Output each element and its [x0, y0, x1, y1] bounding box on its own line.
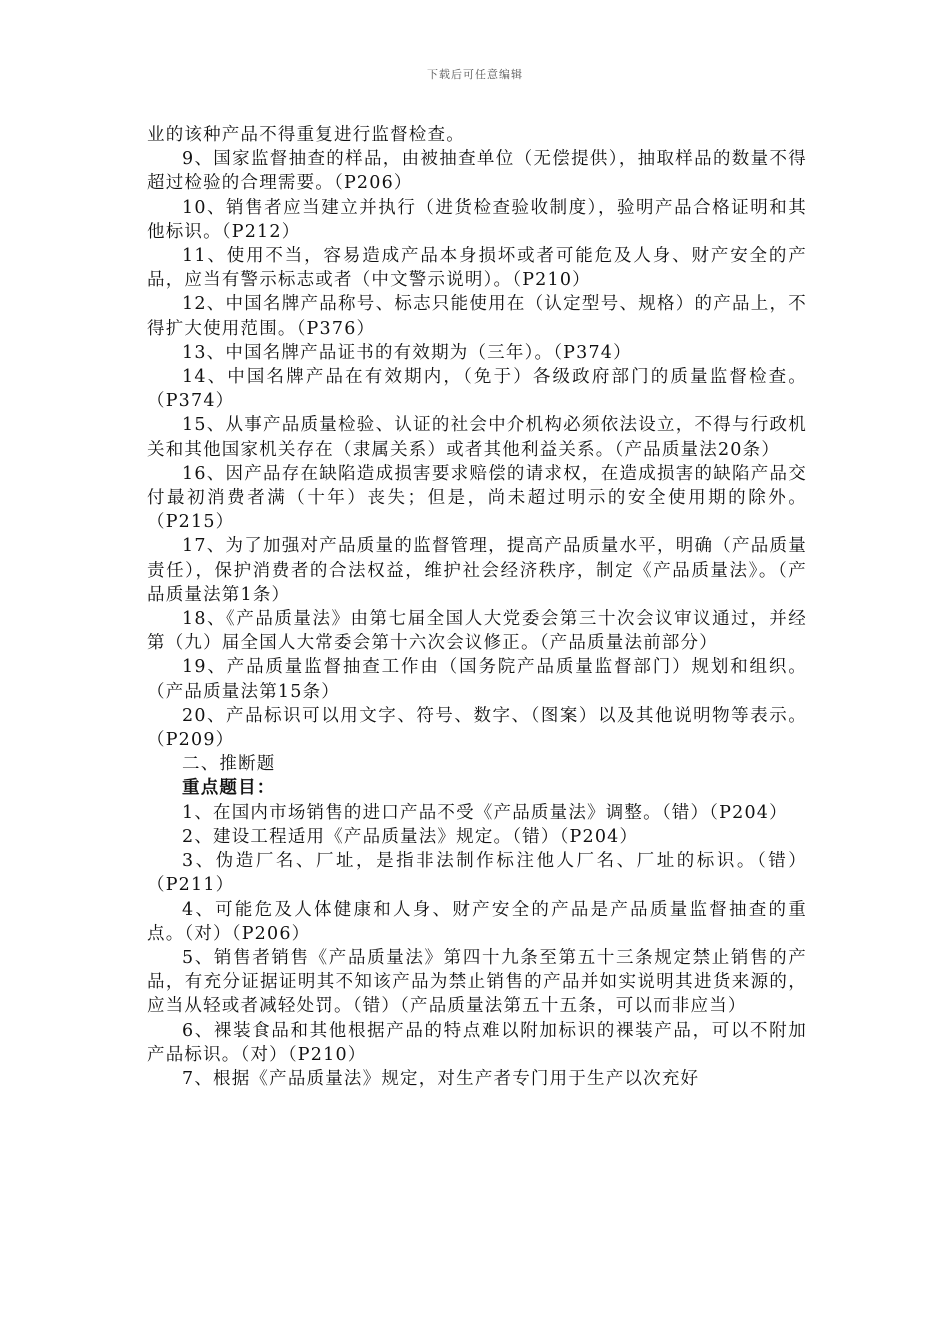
paragraph: 6、裸装食品和其他根据产品的特点难以附加标识的裸装产品，可以不附加产品标识。（对）（P210）	[147, 1020, 807, 1065]
paragraph: 14、中国名牌产品在有效期内，（免于）各级政府部门的质量监督检查。（P374）	[147, 367, 807, 412]
paragraph: 9、国家监督抽查的样品，由被抽查单位（无偿提供），抽取样品的数量不得超过检验的合理需要。（P206）	[147, 149, 807, 194]
paragraph: 二、推断题	[182, 754, 276, 775]
page-header: 下载后可任意编辑	[427, 68, 523, 81]
paragraph: 1、在国内市场销售的进口产品不受《产品质量法》调整。（错）（P204）	[182, 802, 788, 823]
document-body	[147, 123, 807, 1091]
paragraph: 5、销售者销售《产品质量法》第四十九条至第五十三条规定禁止销售的产品，有充分证据证明其不知该产品为禁止销售的产品并如实说明其进货来源的，应当从轻或者减轻处罚。（错）（产品质量法第五十五条，可以而非应当）	[147, 947, 807, 1017]
paragraph: 重点题目：	[182, 778, 276, 799]
paragraph: 15、从事产品质量检验、认证的社会中介机构必须依法设立，不得与行政机关和其他国家机关存在（隶属关系）或者其他利益关系。（产品质量法20条）	[147, 415, 807, 460]
paragraph: 16、因产品存在缺陷造成损害要求赔偿的请求权，在造成损害的缺陷产品交付最初消费者满（十年）丧失；但是，尚未超过明示的安全使用期的除外。（P215）	[147, 463, 807, 533]
paragraph: 业的该种产品不得重复进行监督检查。	[147, 125, 465, 145]
paragraph: 7、根据《产品质量法》规定，对生产者专门用于生产以次充好	[182, 1068, 700, 1089]
paragraph: 17、为了加强对产品质量的监督管理，提高产品质量水平，明确（产品质量责任），保护消费者的合法权益，维护社会经济秩序，制定《产品质量法》。（产品质量法第1条）	[147, 536, 807, 605]
paragraph: 12、中国名牌产品称号、标志只能使用在（认定型号、规格）的产品上，不得扩大使用范围。（P376）	[147, 294, 807, 339]
paragraph: 13、中国名牌产品证书的有效期为（三年）。（P374）	[182, 342, 632, 363]
paragraph: 20、产品标识可以用文字、符号、数字、（图案）以及其他说明物等表示。（P209）	[147, 705, 807, 751]
paragraph: 10、销售者应当建立并执行（进货检查验收制度），验明产品合格证明和其他标识。（P212）	[147, 197, 807, 242]
paragraph: 3、伪造厂名、厂址，是指非法制作标注他人厂名、厂址的标识。（错）（P211）	[147, 851, 807, 896]
paragraph: 4、可能危及人体健康和人身、财产安全的产品是产品质量监督抽查的重点。（对）（P206）	[147, 899, 807, 944]
paragraph: 18、《产品质量法》由第七届全国人大党委会第三十次会议审议通过，并经第（九）届全国人大常委会第十六次会议修正。（产品质量法前部分）	[147, 609, 807, 654]
paragraph: 11、使用不当，容易造成产品本身损坏或者可能危及人身、财产安全的产品，应当有警示标志或者（中文警示说明）。（P210）	[147, 246, 807, 291]
paragraph: 19、产品质量监督抽查工作由（国务院产品质量监督部门）规划和组织。（产品质量法第15条）	[147, 657, 807, 702]
paragraph: 2、建设工程适用《产品质量法》规定。（错）（P204）	[182, 826, 639, 847]
